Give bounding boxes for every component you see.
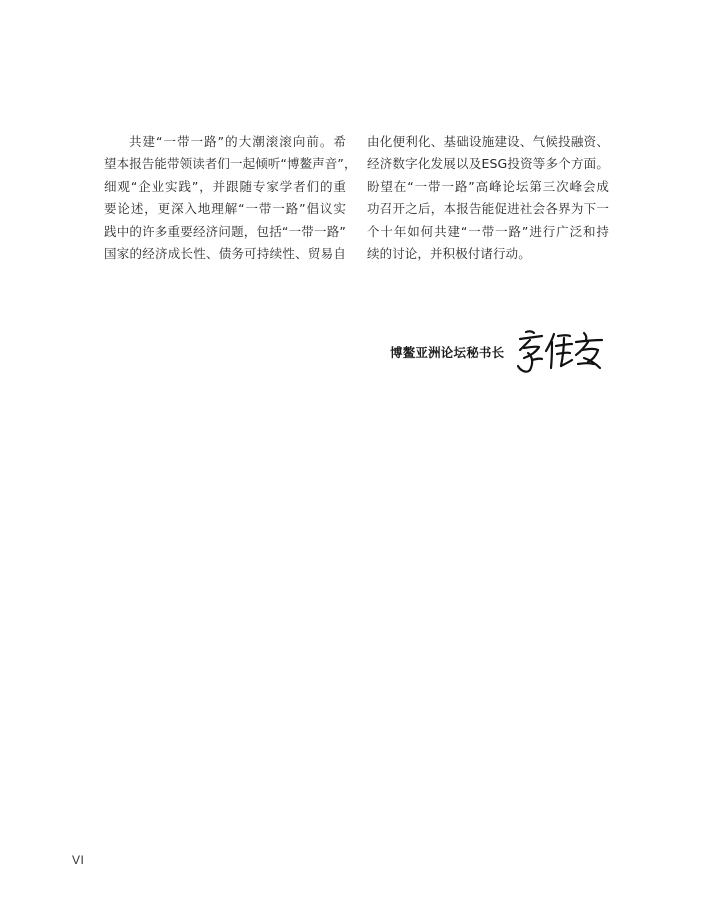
- signatory-title: 博鳌亚洲论坛秘书长: [390, 345, 505, 360]
- signature-block: [390, 326, 620, 378]
- handwritten-signature: [512, 326, 608, 376]
- paragraph-line: 续的讨论，并积极付诸行动。: [367, 245, 531, 261]
- paragraph-line: 国家的经济成长性、债务可持续性、贸易自: [104, 245, 346, 261]
- paragraph-line: 经济数字化发展以及ESG投资等多个方面。: [367, 156, 609, 172]
- paragraph-line: 由化便利化、基础设施建设、气候投融资、: [367, 134, 609, 149]
- paragraph-line: 望本报告能带领读者们一起倾听“博鳌声音”，: [104, 156, 357, 172]
- left-text-column: [104, 131, 357, 265]
- paragraph-line: 践中的许多重要经济问题，包括“一带一路”: [104, 223, 346, 239]
- paragraph-line: 细观“企业实践”，并跟随专家学者们的重: [104, 178, 346, 194]
- page-number: VI: [72, 853, 85, 867]
- paragraph-line: 盼望在“一带一路”高峰论坛第三次峰会成: [367, 178, 609, 194]
- right-text-column: [367, 131, 609, 265]
- paragraph-line: 要论述，更深入地理解“一带一路”倡议实: [104, 201, 346, 217]
- paragraph-line: 个十年如何共建“一带一路”进行广泛和持: [367, 223, 609, 239]
- paragraph-line: 功召开之后，本报告能促进社会各界为下一: [367, 201, 609, 217]
- paragraph-line: 共建“一带一路”的大潮滚滚向前。希: [129, 134, 346, 149]
